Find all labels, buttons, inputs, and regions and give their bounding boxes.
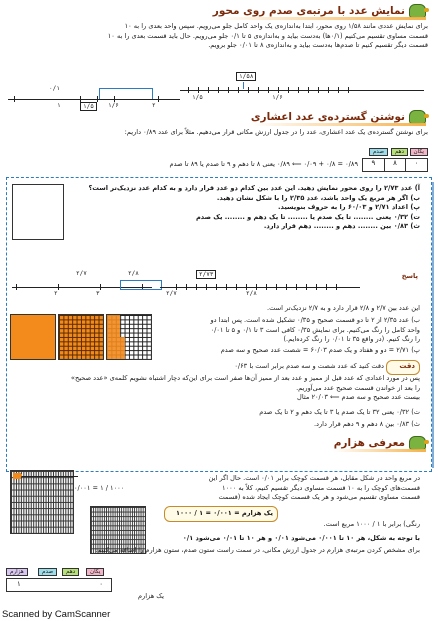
section-3-paragraph: در مربع واحد در شکل مقابل، هر قسمت کوچک برابر ۰/۰۱ است. حال اگر این قسمت‌های کوچک را به ۱۰ قسمت مساوی دیگر تقسیم کنیم، کلاً به ۱۰۰۰ قسمت مساوی تقسیم می‌شود و هر یک قسمت کوچک ایجاد شده (قسمت xyxy=(208,474,420,502)
unit-square-blank xyxy=(12,184,64,240)
tip-badge: دقت xyxy=(386,360,420,375)
section-2-title: نوشتن گسترده‌ی عدد اعشاری xyxy=(250,111,405,123)
lightbulb-icon xyxy=(409,4,426,18)
thousandth-fraction: ۰/۰۰۱ = ۱ / ۱۰۰۰ xyxy=(74,484,125,492)
exercise-questions: آ) عدد ۲/۷۳ را روی محور نمایش دهید. این عدد بین کدام دو عدد قرار دارد و به کدام عدد نزدیک‌تر است؟ ب) اگر هر مربع یک واحد باشد، عدد ۲/۳۵ را با شکل نشان دهید. پ) اعداد ۲/۷۱ و ۶۰/۰۳ را به حروف بنویسید. ت) ۰/۳۲ یعنی ........ تا یک صدم یا ........ تا یک دهم و ........ یک صدم ث) ۰/۸۳ بین ........ دهم و ........ دهم قرار دارد. xyxy=(88,184,420,231)
lightbulb-icon xyxy=(409,436,426,450)
thousandths-square xyxy=(10,470,74,534)
answer-label: پاسخ xyxy=(401,272,418,280)
lightbulb-icon xyxy=(409,110,426,124)
filled-unit-square-2 xyxy=(58,314,104,360)
section-2-paragraph: برای نوشتن گسترده‌ی یک عدد اعشاری، عدد را در جدول ارزش مکانی قرار می‌دهیم. مثلاً برای عدد ۰/۸۹ داریم: xyxy=(124,128,428,136)
scanner-watermark: Scanned by CamScanner xyxy=(2,609,111,620)
section-1-heading xyxy=(213,4,426,18)
highlight-box: یک هزارم = ۰/۰۰۱ = ۱ / ۱۰۰۰ xyxy=(164,506,278,522)
answer-a: این عدد بین ۲/۷ و ۲/۸ قرار دارد و به ۲/۷ نزدیک‌تر است. xyxy=(267,304,420,312)
answer-e: ث) ۰/۸۳ بین ۸ دهم و ۹ دهم قرار دارد. xyxy=(313,420,420,428)
section-1-title: نمایش عدد با مرتبه‌ی صدم روی محور xyxy=(212,5,405,17)
thousandth-label: یک هزارم xyxy=(137,592,164,600)
answer-b: ب) عدد ۲/۳۵ از ۲ تا دو قسمت صحیح و ۰/۳۵ تشکیل شده است. پس ابتدا دو واحد کامل را رنگ می‌کنیم. برای نمایش ۰/۳۵ کافی است ۳ تا ۰/۱ و ۵ تا ۰/۰۱ را رنگ کنیم. (در واقع ۳۵ تا ۰/۰۱ را رنگ کرده‌ایم.) xyxy=(210,316,420,344)
answer-d: ت) ۰/۳۲ یعنی ۳۲ تا یک صدم یا ۳ تا یک دهم و ۲ تا یک صدم xyxy=(259,408,420,416)
section-2-heading xyxy=(251,110,426,124)
section-3-line-3: برای مشخص کردن مرتبه‌ی هزارم در جدول ارزش مکانی، در سمت راست ستون صدم، ستون هزارم را اضافه می‌کنیم: xyxy=(95,546,420,554)
section-3-title: معرفی هزارم xyxy=(333,437,405,449)
tip-body: پس در مورد اعدادی که عدد قبل از ممیز و عدد بعد از ممیز آن‌ها صفر است برای این‌که دچار اشتباه نشویم کلمه‌ی «عدد صحیح» را بعد از خواندن قسمت صحیح عدد می‌آوریم. بیست عدد صحیح و سه صدم ⟸ ۲۰/۰۳ مثال xyxy=(70,374,420,402)
tip-line-1: دقت کنید که عدد شصت و سه صدم برابر است با ۰/۶۳ xyxy=(234,362,384,370)
section-3-paragraph-end: رنگی) برابر با ۱ / ۱۰۰۰ مربع است. xyxy=(323,520,420,528)
filled-unit-square-1 xyxy=(10,314,56,360)
section-3-heading xyxy=(334,436,426,450)
expansion-line: ۰/۸۹ = ۰/۸ + ۰/۰۹ ⟸ ۰/۸۹ یعنی ۸ تا دهم و ۹ تا صدم یا ۸۹ تا صدم xyxy=(169,160,358,168)
partial-unit-square xyxy=(106,314,152,360)
section-1-paragraph: برای نمایش عددی مانند ۱/۵۸ روی محور، ابتدا به‌اندازه‌ی یک واحد کامل جلو می‌رویم. سپس واحد بعدی را به ۱۰ قسمت مساوی تقسیم می‌کنیم (۰/۱ها) به‌دست بیاید و به‌اندازه‌ی ۵ تا ۰/۱ جلو می‌رویم. حال باید قسمت بعدی را به ۱۰ قسمت دیگر تقسیم کنیم تا صدم‌ها به‌دست بیاید و به‌اندازه‌ی ۸ تا ۰/۰۱ جلو برویم. xyxy=(107,22,428,50)
section-3-line-2: با توجه به شکل، هر ۱۰ تا ۰/۰۰۱ می‌شود ۰/۰۱ و هر ۱۰ تا ۰/۰۱ می‌شود ۰/۱ xyxy=(182,534,420,542)
textbook-page: نمایش عدد با مرتبه‌ی صدم روی محور برای نمایش عددی مانند ۱/۵۸ روی محور، ابتدا به‌اندازه‌ی یک واحد کامل جلو می‌رویم. سپس واحد بعدی را به ۱۰ قسمت مساوی تقسیم می‌کنیم (۰/۱ها) به‌دست بیاید و به‌اندازه‌ی ۵ تا ۰/۱ جلو می‌رویم. حال باید قسمت بعدی را به ۱۰ قسمت دیگر تقسیم کنیم تا صدم‌ها به‌دست بیاید و به‌اندازه‌ی ۸ تا ۰/۰۱ جلو برویم. ۰/۱ ۱ ۱/۵ ۱/۶ ۲ ۱/۵ ۱/۵۸ ۱/۶ نوشتن گسترده‌ی عدد اعشاری برای نوشتن گسترده‌ی یک عدد اعشاری، عدد را در جدول ارزش مکانی قرار می‌دهیم. مثلاً برای عدد ۰/۸۹ داریم: صدم دهم یکان ۰ ۸ ۹ ۰/۸۹ = ۰/۸ + ۰/۰۹ ⟸ ۰/۸۹ یعنی ۸ تا دهم و ۹ تا صدم یا ۸۹ تا صدم آ) عدد ۲/۷۳ را روی محور نمایش دهید. این عدد بین کدام دو عدد قرار دارد و به کدام عدد نزدیک‌تر است؟ ب) اگر هر مربع یک واحد باشد، عدد ۲/۳۵ را با شکل نشان دهید. پ) اعداد ۲/۷۱ و ۶۰/۰۳ را به حروف بنویسید. ت) ۰/۳۲ یعنی ........ تا یک صدم یا ........ تا یک دهم و ........ یک صدم ث) ۰/۸۳ بین ........ دهم و ........ دهم قرار دارد. ۲/۷ ۲/۸ ۲ ۳ ۲/۷۳ ۲/۸ ۲/۷ پاسخ این عدد بین ۲/۷ و ۲/۸ قرار دارد و به ۲/۷ نزدیک‌تر است. ب) عدد ۲/۳۵ از ۲ تا دو قسمت صحیح و ۰/۳۵ تشکیل شده است. پس ابتدا دو واحد کامل را رنگ می‌کنیم. برای نمایش ۰/۳۵ کافی است ۳ تا ۰/۱ و ۵ تا ۰/۰۱ را رنگ کنیم. (در واقع ۳۵ تا ۰/۰۱ را رنگ کرده‌ایم.) پ) ۲/۷۱ = دو و هفتاد و یک صدم ۶۰/۰۳ = شصت عدد صحیح و سه صدم دقت دقت کنید که عدد شصت و سه صدم برابر است با ۰/۶۳ پس در مورد اعدادی که عدد قبل از ممیز و عدد بعد از ممیز آن‌ها صفر است برای این‌که دچار اشتباه نشویم کلمه‌ی «عدد صحیح» را بعد از خواندن قسمت صحیح عدد می‌آوریم. بیست عدد صحیح و سه صدم ⟸ ۲۰/۰۳ مثال ت) ۰/۳۲ یعنی ۳۲ تا یک صدم یا ۳ تا یک دهم و ۲ تا یک صدم ث) ۰/۸۳ بین ۸ دهم و ۹ دهم قرار دارد. معرفی هزارم ۰/۰۰۱ = ۱ / ۱۰۰۰ در مربع واحد در شکل مقابل، هر قسمت کوچک برابر ۰/۰۱ است. حال اگر این قسمت‌های کوچک را به ۱۰ قسمت مساوی دیگر تقسیم کنیم، کلاً به ۱۰۰۰ قسمت مساوی تقسیم می‌شود و هر یک قسمت کوچک ایجاد شده (قسمت یک هزارم = ۰/۰۰۱ = ۱ / ۱۰۰۰ رنگی) برابر با ۱ / ۱۰۰۰ مربع است. با توجه به شکل، هر ۱۰ تا ۰/۰۰۱ می‌شود ۰/۰۱ و هر ۱۰ تا ۰/۰۱ می‌شود ۰/۱ برای مشخص کردن مرتبه‌ی هزارم در جدول ارزش مکانی، در سمت راست ستون صدم، ستون هزارم را اضافه می‌کنیم: یکان دهم صدم هزارم ۰ ۱ یک هزارم Scanned by CamScanner xyxy=(0,0,438,621)
answer-c: پ) ۲/۷۱ = دو و هفتاد و یک صدم ۶۰/۰۳ = شصت عدد صحیح و سه صدم xyxy=(220,346,420,354)
